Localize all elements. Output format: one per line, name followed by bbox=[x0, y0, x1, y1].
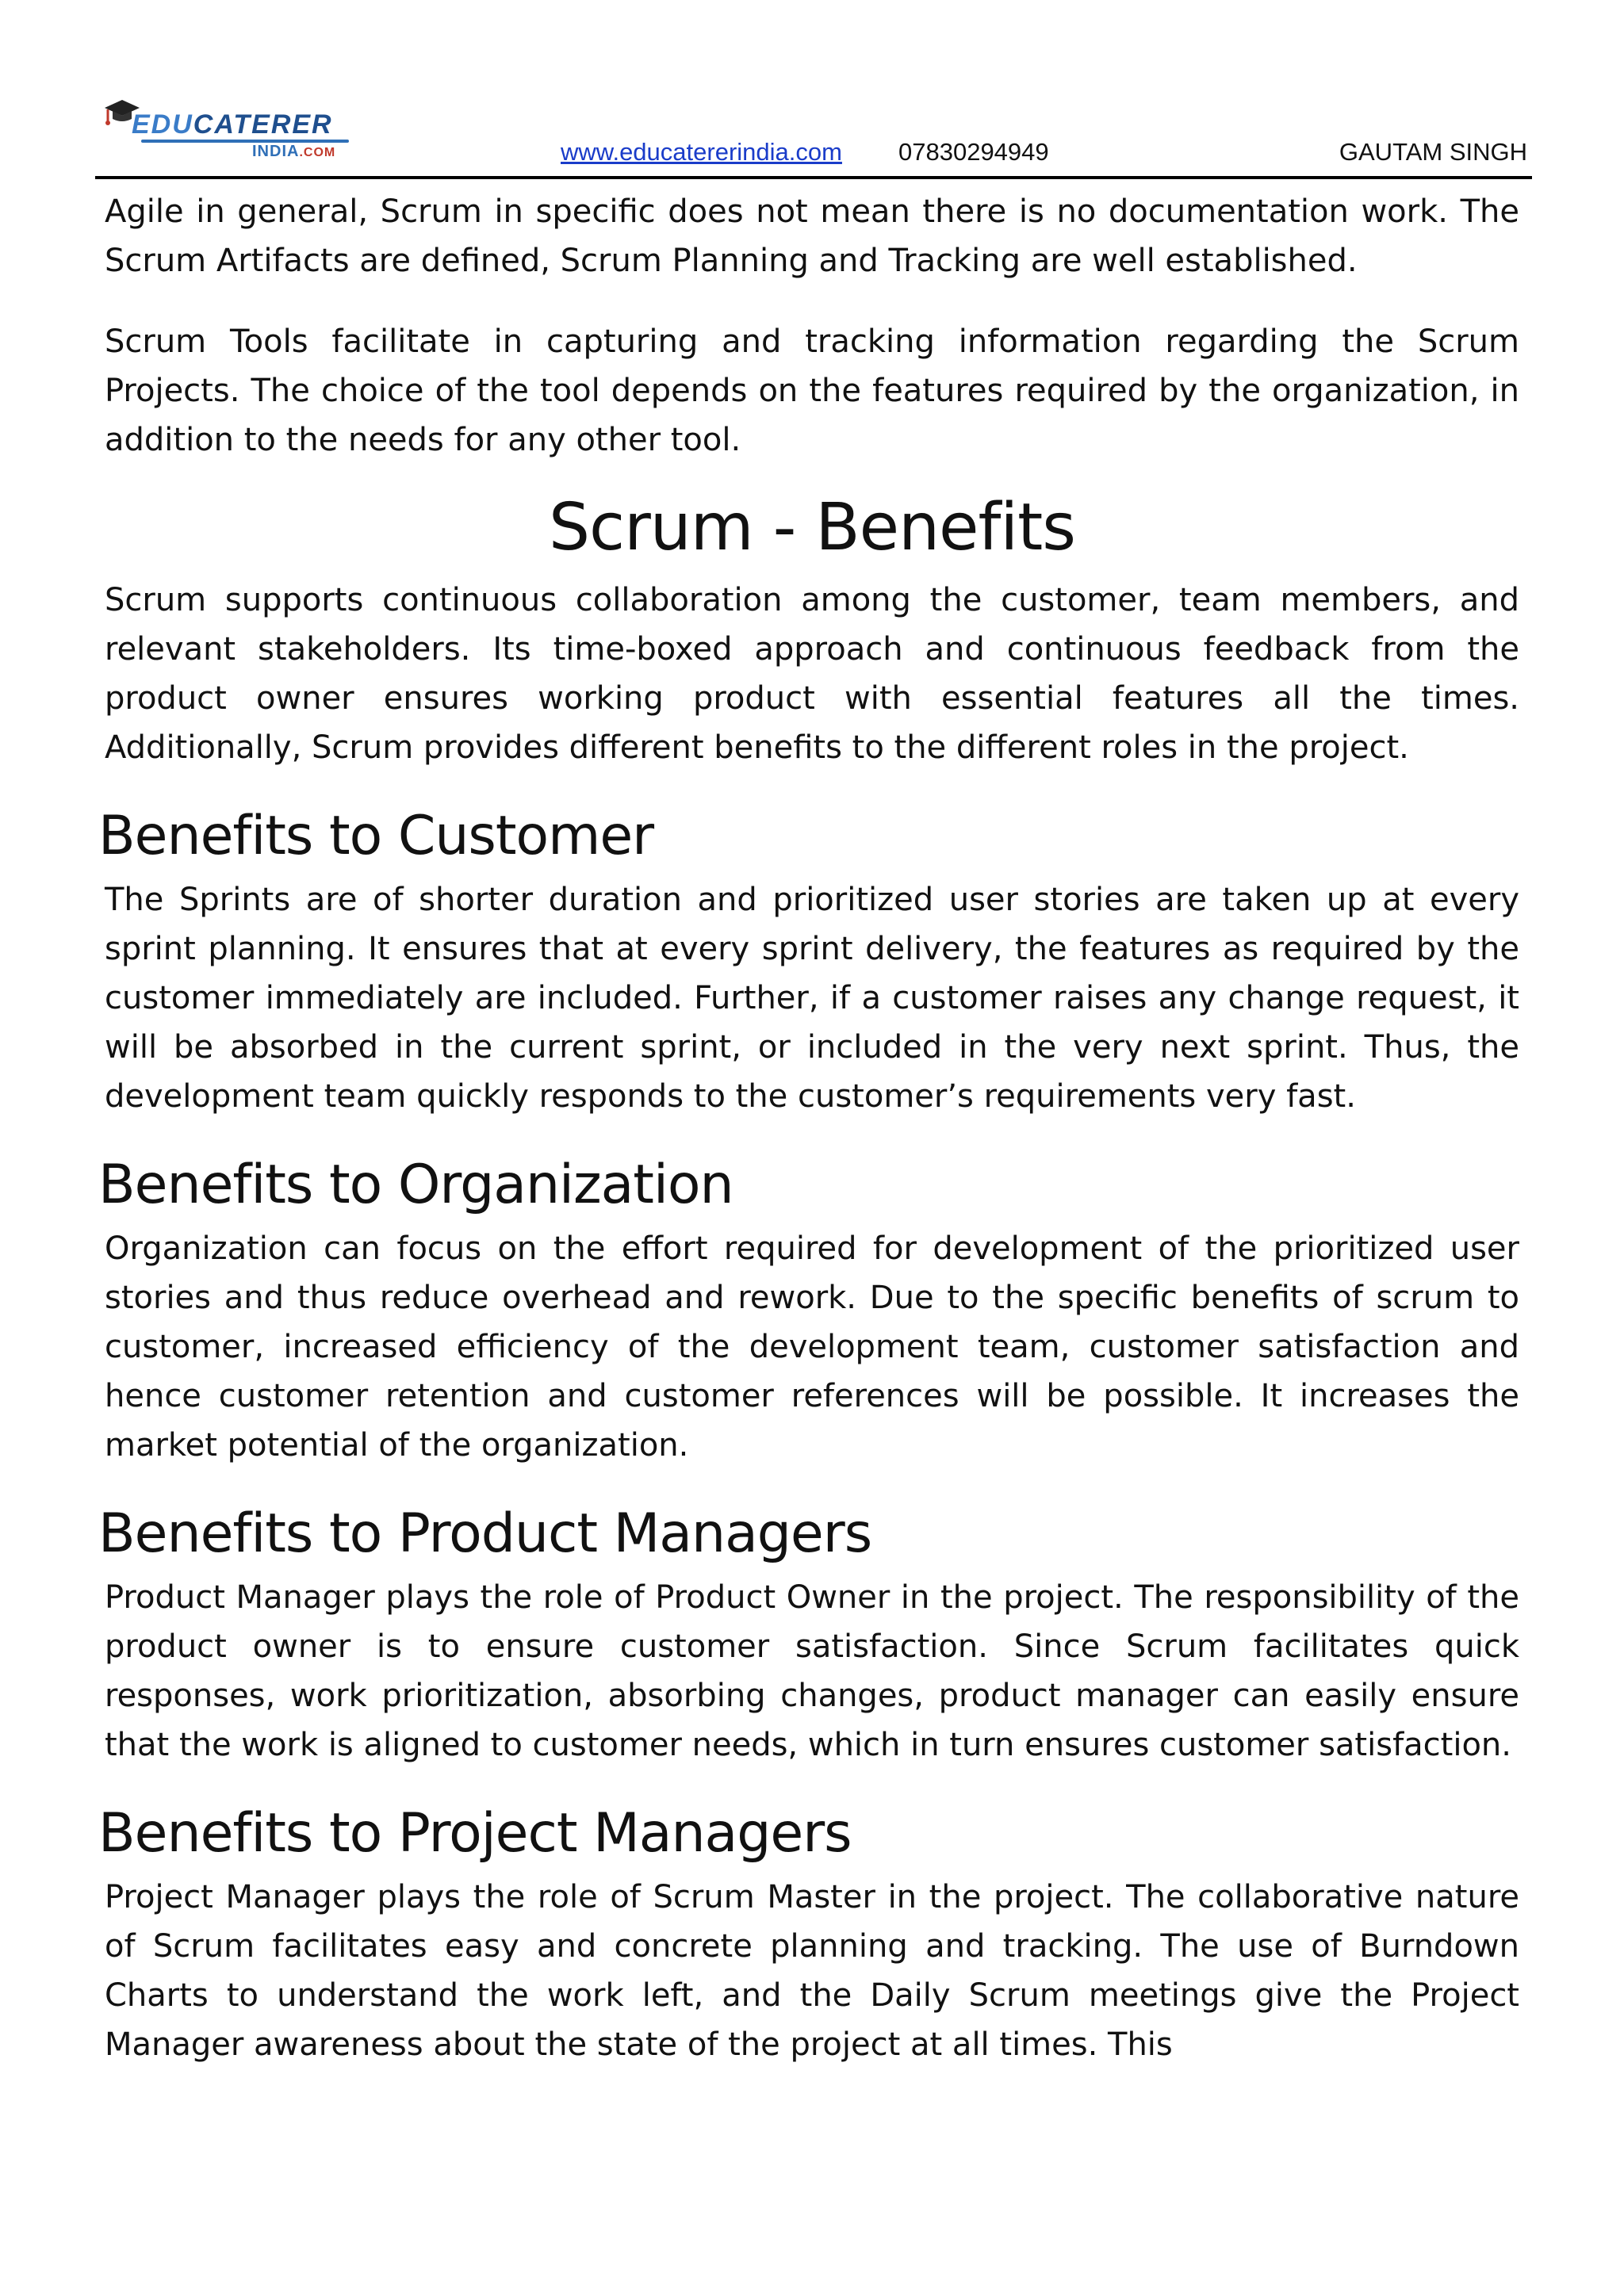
heading-product-managers: Benefits to Product Managers bbox=[98, 1502, 872, 1565]
educaterer-logo bbox=[102, 94, 363, 166]
intro-paragraph-2: Scrum Tools facilitate in capturing and tracking information regarding the Scrum Projects. The choice of the tool depends on the features required by the organization, in addition to the needs for any other tool. bbox=[105, 323, 1519, 458]
logo-com: .COM bbox=[299, 146, 336, 159]
logo-wordmark bbox=[132, 109, 333, 140]
intro-paragraph-1: Agile in general, Scrum in specific does not mean there is no documentation work. The Scrum Artifacts are defined, Scrum Planning and Tracking are well established. bbox=[105, 193, 1519, 279]
phone-number: 07830294949 bbox=[898, 138, 1049, 166]
paragraph-organization: Organization can focus on the effort required for development of the prioritized user stories and thus reduce overhead and rework. Due to the specific benefits of scrum to customer, increased efficiency of the development team, customer satisfaction and hence customer retention and customer references will be possible. It increases the market potential of the organization. bbox=[105, 1230, 1519, 1464]
header-divider bbox=[95, 176, 1532, 179]
heading-customer: Benefits to Customer bbox=[98, 805, 654, 867]
author-name: GAUTAM SINGH bbox=[1339, 138, 1527, 166]
website-link[interactable]: www.educatererindia.com bbox=[561, 138, 842, 166]
heading-project-managers: Benefits to Project Managers bbox=[98, 1802, 852, 1865]
benefits-intro-paragraph: Scrum supports continuous collaboration among the customer, team members, and relevant stakeholders. Its time-boxed approach and continuous feedback from the product owner ensures working product with essential features all the times. Additionally, Scrum provides different benefits to the different roles in the project. bbox=[105, 582, 1519, 766]
logo-caterer: CATERER bbox=[193, 109, 333, 140]
page-content bbox=[98, 187, 1519, 2069]
logo-india: INDIA bbox=[252, 143, 300, 160]
section-title: Scrum - Benefits bbox=[548, 490, 1076, 565]
paragraph-customer: The Sprints are of shorter duration and prioritized user stories are taken up at every sprint planning. It ensures that at every sprint delivery, the features as required by the customer immediately are included. Further, if a customer raises any change request, it will be absorbed in the current sprint, or included in the very next sprint. Thus, the development team quickly responds to the customer’s requirements very fast. bbox=[105, 882, 1519, 1115]
logo-edu: EDU bbox=[132, 109, 193, 140]
paragraph-product-managers: Product Manager plays the role of Product Owner in the project. The responsibility of the product owner is to ensure customer satisfaction. Since Scrum facilitates quick responses, work prioritization, absorbing changes, product manager can easily ensure that the work is aligned to customer needs, which in turn ensures customer satisfaction. bbox=[105, 1579, 1519, 1763]
paragraph-project-managers: Project Manager plays the role of Scrum Master in the project. The collaborative nature of Scrum facilitates easy and concrete planning and tracking. The use of Burndown Charts to understand the work left, and the Daily Scrum meetings give the Project Manager awareness about the state of the project at all times. This bbox=[105, 1879, 1519, 2063]
heading-organization: Benefits to Organization bbox=[98, 1154, 733, 1216]
logo-subtitle bbox=[252, 143, 335, 161]
page-header bbox=[95, 94, 1532, 179]
